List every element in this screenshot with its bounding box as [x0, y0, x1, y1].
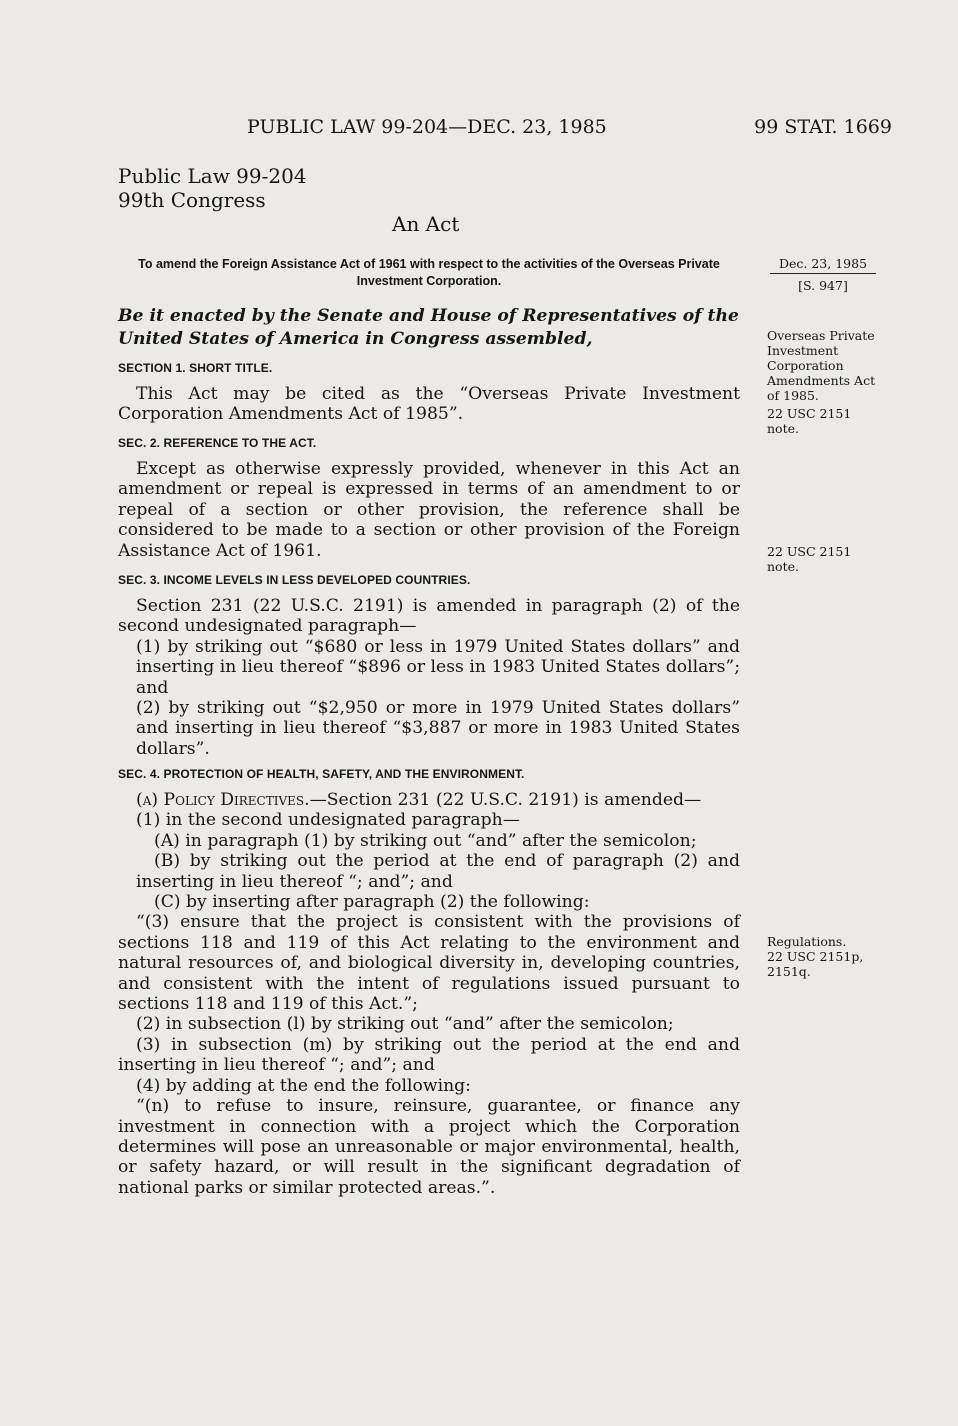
policy-directives-text: —Section 231 (22 U.S.C. 2191) is amended— [309, 790, 702, 810]
an-act-label: An Act [392, 212, 460, 236]
margin-usc-regs: 22 USC 2151p, 2151q. [767, 949, 864, 979]
margin-bill-number: [S. 947] [798, 278, 848, 293]
section-1-text [118, 384, 740, 425]
margin-usc-note-1: 22 USC 2151 note. [767, 406, 852, 436]
margin-date [770, 256, 876, 293]
section-3-item-2: (2) by striking out “$2,950 or more in 1979 United States dollars” and inserting in lieu thereof “$3,887 or more in 1983 United States dollars”. [136, 698, 740, 759]
section-4-item-2: (2) in subsection (l) by striking out “and” after the semicolon; [136, 1014, 674, 1035]
section-4-text [118, 790, 740, 1198]
section-1-body: This Act may be cited as the “Overseas Private Investment Corporation Amendments Act of 1985”. [118, 384, 740, 425]
margin-usc-note-2: 22 USC 2151 note. [767, 544, 852, 574]
section-4-item-1C: (C) by inserting after paragraph (2) the following: [154, 892, 590, 913]
section-2-heading: SEC. 2. REFERENCE TO THE ACT. [118, 436, 317, 450]
policy-directives-label: (a) Policy Directives. [136, 790, 310, 810]
public-law-number: Public Law 99-204 [118, 164, 307, 188]
header-stat-page: 99 STAT. 1669 [754, 116, 892, 138]
section-3-heading: SEC. 3. INCOME LEVELS IN LESS DEVELOPED COUNTRIES. [118, 573, 471, 587]
section-4-item-3: (3) in subsection (m) by striking out the period at the end and inserting in lieu thereof “; and”; and [118, 1034, 740, 1076]
section-4-item-1A: (A) in paragraph (1) by striking out “and” after the semicolon; [154, 830, 697, 851]
section-4-item-1: (1) in the second undesignated paragraph— [136, 810, 520, 831]
section-2-text [118, 459, 740, 561]
header-title: PUBLIC LAW 99-204—DEC. 23, 1985 [247, 116, 607, 138]
margin-short-title-note: Overseas Private Investment Corporation Amendments Act of 1985. [767, 328, 876, 403]
section-3-intro: Section 231 (22 U.S.C. 2191) is amended in paragraph (2) of the second undesignated paragraph— [118, 596, 740, 637]
margin-regulations: Regulations. [767, 934, 847, 949]
section-3-text [118, 596, 740, 759]
congress-label: 99th Congress [118, 188, 266, 212]
section-3-item-1: (1) by striking out “$680 or less in 1979 United States dollars” and inserting in lieu thereof “$896 or less in 1983 United States dollars”; and [136, 636, 740, 698]
enacting-clause: Be it enacted by the Senate and House of Representatives of the United States of America in Congress assembled, [118, 306, 739, 349]
act-purpose: To amend the Foreign Assistance Act of 1961 with respect to the activities of the Overseas Private Investment Corporation. [138, 257, 720, 288]
section-2-body: Except as otherwise expressly provided, whenever in this Act an amendment or repeal is expressed in terms of an amendment to or repeal of a section or other provision, the reference shall be considered to be made to a section or other provision of the Foreign Assistance Act of 1961. [118, 459, 740, 561]
margin-divider [770, 273, 876, 274]
section-4-item-4: (4) by adding at the end the following: [136, 1075, 471, 1096]
section-4-heading: SEC. 4. PROTECTION OF HEALTH, SAFETY, AND THE ENVIRONMENT. [118, 767, 525, 781]
margin-date-text: Dec. 23, 1985 [778, 256, 868, 271]
section-4-subsection-a [118, 790, 740, 810]
section-4-item-1B: (B) by striking out the period at the end of paragraph (2) and inserting in lieu thereof “; and”; and [136, 851, 740, 892]
quoted-paragraph-3: “(3) ensure that the project is consistent with the provisions of sections 118 and 119 of this Act relating to the environment and natural resources of, and biological diversity in, developing countries, and consistent with the intent of regulations issued pursuant to sections 118 and 119 of this Act.”; [118, 912, 740, 1015]
section-1-heading: SECTION 1. SHORT TITLE. [118, 361, 273, 375]
quoted-paragraph-n: “(n) to refuse to insure, reinsure, guarantee, or finance any investment in connection with a project which the Corporation determines will pose an unreasonable or major environmental, health, or safety hazard, or will result in the significant degradation of national parks or similar protected areas.”. [118, 1096, 740, 1198]
